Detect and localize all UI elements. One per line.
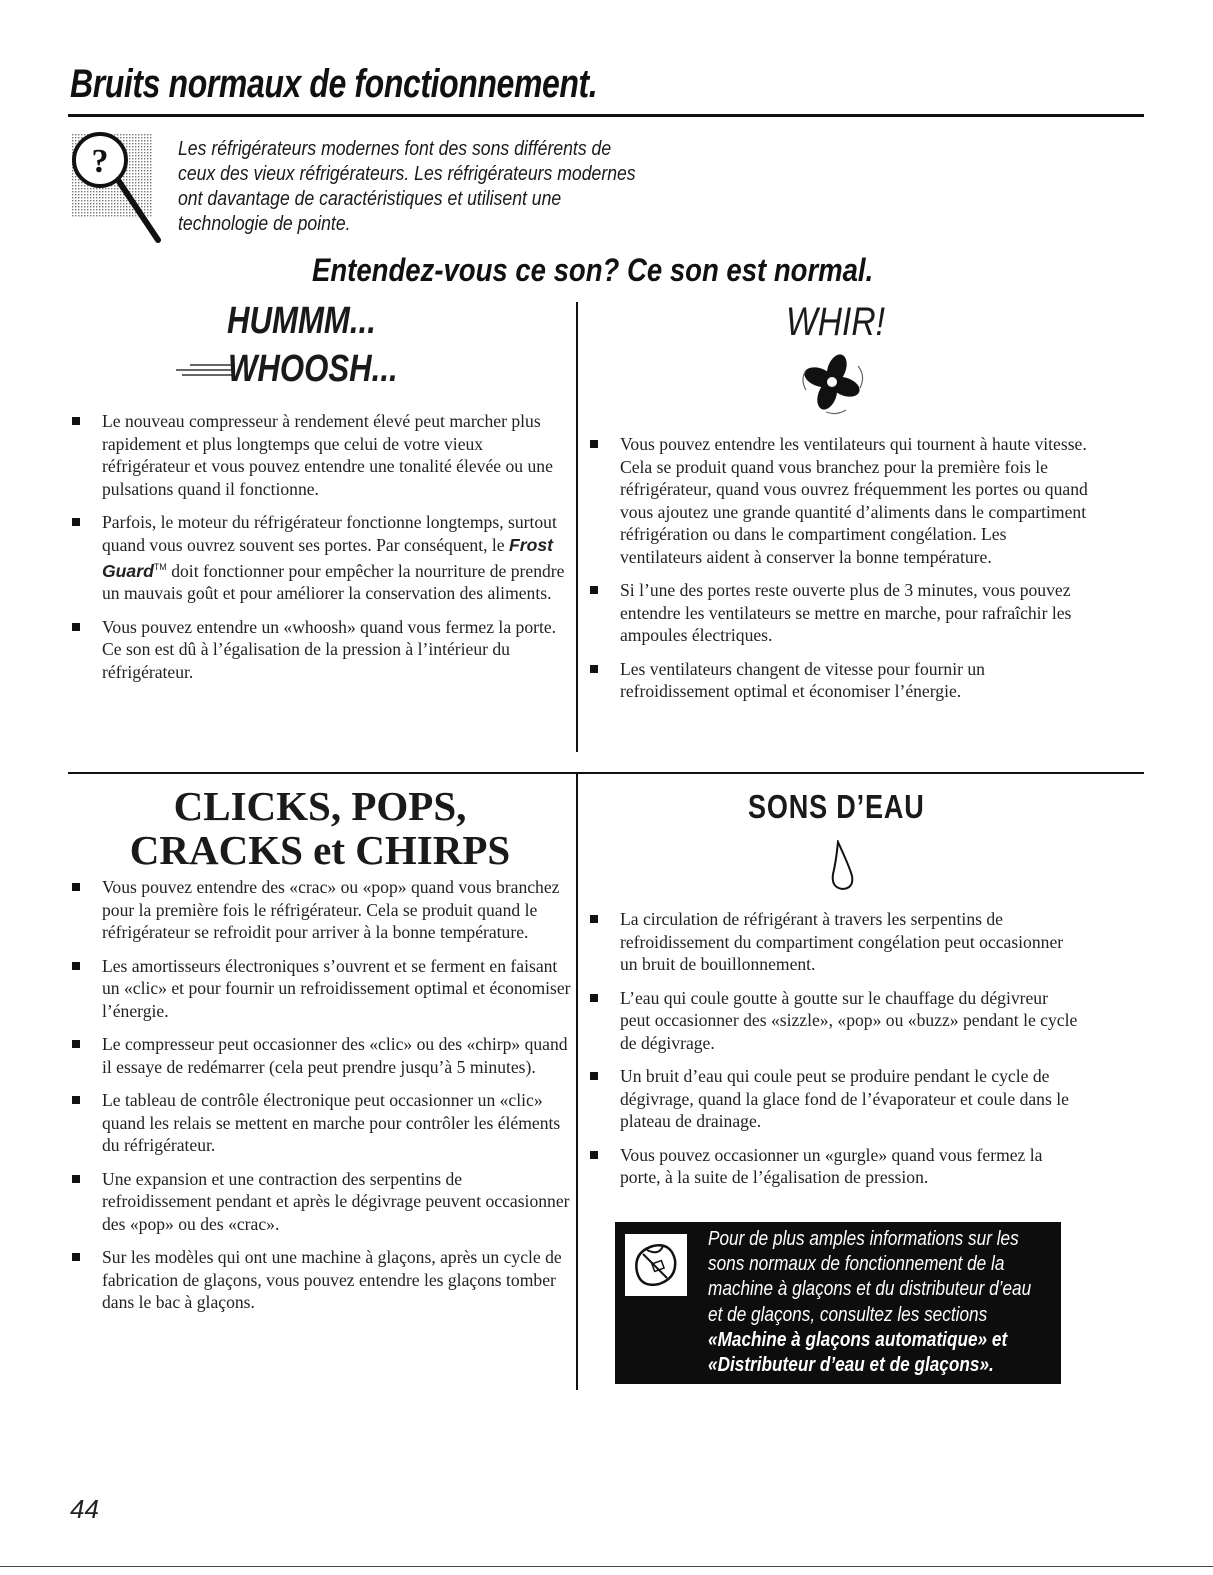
intro-line: ont davantage de caractéristiques et utilisent une (178, 187, 562, 210)
water-drop-icon (830, 840, 856, 892)
intro-line: Les réfrigérateurs modernes font des sons différents de (178, 137, 612, 160)
info-box-text (708, 1227, 1031, 1378)
row-divider (68, 772, 1144, 774)
info-line: Pour de plus amples informations sur les (708, 1228, 1019, 1250)
water-bullet-list (588, 908, 1078, 1200)
trademark-mark: TM (153, 562, 167, 572)
hummm-bullet-list (70, 410, 570, 694)
list-item: Les amortisseurs électroniques s’ouvrent et se ferment en faisant un «clic» et pour fournir un refroidissement optimal et économiser l’énergie. (70, 955, 575, 1023)
clicks-heading-line: CLICKS, POPS, (173, 783, 467, 829)
list-item: Vous pouvez entendre des «crac» ou «pop» quand vous branchez pour la première fois le réfrigérateur. Cela se produit quand le réfrigérateur se refroidit pour arriver à la bonne température. (70, 876, 575, 944)
list-item: Sur les modèles qui ont une machine à glaçons, après un cycle de fabrication de glaçons, vous pouvez entendre les glaçons tomber dans le bac à glaçons. (70, 1246, 575, 1314)
svg-text:?: ? (91, 143, 109, 180)
hummm-heading: HUMMM... (227, 300, 376, 342)
list-item: Le compresseur peut occasionner des «clic» ou des «chirp» quand il essaye de redémarrer (cela peut prendre jusqu’à 5 minutes). (70, 1033, 575, 1078)
list-item: Une expansion et une contraction des serpentins de refroidissement pendant et après le dégivrage peuvent occasionner des «pop» ou des «crac». (70, 1168, 575, 1236)
list-item: Le tableau de contrôle électronique peut occasionner un «clic» quand les relais se mettent en marche pour contrôler les éléments du réfrigérateur. (70, 1089, 575, 1157)
question-magnifier-icon (72, 128, 168, 246)
bullet-text: doit fonctionner pour empêcher la nourriture de prendre un mauvais goût et pour améliorer la conservation des aliments. (102, 560, 565, 604)
clicks-bullet-list (70, 876, 575, 1325)
intro-line: technologie de pointe. (178, 212, 351, 235)
whoosh-heading: WHOOSH... (228, 348, 398, 390)
frost-guard-brand: Frost Guard (102, 534, 553, 581)
page-number: 44 (70, 1494, 99, 1524)
info-line: sons normaux de fonctionnement de la (708, 1253, 1005, 1276)
title-divider (68, 114, 1144, 117)
list-item: Vous pouvez occasionner un «gurgle» quand vous fermez la porte, à la suite de l’égalisation de pression. (588, 1144, 1078, 1189)
list-item (70, 511, 570, 605)
clicks-heading (100, 784, 540, 872)
info-line: machine à glaçons et du distributeur d’eau (708, 1278, 1032, 1301)
intro-line: ceux des vieux réfrigérateurs. Les réfrigérateurs modernes (178, 162, 636, 185)
intro-text (178, 136, 660, 236)
list-item: L’eau qui coule goutte à goutte sur le chauffage du dégivreur peut occasionner des «sizzle», «pop» ou «buzz» pendant le cycle de dégivrage. (588, 987, 1078, 1055)
list-item: Le nouveau compresseur à rendement élevé peut marcher plus rapidement et plus longtemps que celui de votre vieux réfrigérateur et vous pouvez entendre une tonalité élevée ou une pulsations quand il fonctionne. (70, 410, 570, 500)
list-item: Un bruit d’eau qui coule peut se produire pendant le cycle de dégivrage, quand la glace fond de l’évaporateur et coule dans le plateau de drainage. (588, 1065, 1078, 1133)
section-subtitle: Entendez-vous ce son? Ce son est normal. (312, 252, 874, 288)
whir-heading: WHIR! (786, 300, 885, 344)
clicks-heading-line: CRACKS et CHIRPS (129, 827, 511, 873)
whir-bullet-list (588, 433, 1088, 714)
info-line: et de glaçons, consultez les sections (708, 1303, 988, 1326)
whoosh-lines-icon (176, 362, 232, 378)
fan-icon (796, 346, 872, 416)
list-item: Vous pouvez entendre les ventilateurs qui tournent à haute vitesse. Cela se produit quand vous branchez pour la première fois le réfrigérateur, quand vous ouvrez fréquemment les portes ou quand vous ajoutez une grande quantité d’aliments dans le compartiment réfrigération ou dans le compartiment congélation. Les ventilateurs aident à conserver la bonne température. (588, 433, 1088, 568)
water-sounds-heading: SONS D’EAU (748, 788, 925, 825)
list-item: La circulation de réfrigérant à travers les serpentins de refroidissement du compartiment congélation peut occasionner un bruit de bouillonnement. (588, 908, 1078, 976)
list-item: Vous pouvez entendre un «whoosh» quand vous fermez la porte. Ce son est dû à l’égalisation de la pression à l’intérieur du réfrigérateur. (70, 616, 570, 684)
list-item: Si l’une des portes reste ouverte plus de 3 minutes, vous pouvez entendre les ventilateurs se mettre en marche, pour rafraîchir les ampoules électriques. (588, 579, 1088, 647)
column-divider-top (576, 302, 578, 752)
list-item: Les ventilateurs changent de vitesse pour fournir un refroidissement optimal et économiser l’énergie. (588, 658, 1088, 703)
footer-divider (0, 1566, 1213, 1567)
page-title: Bruits normaux de fonctionnement. (70, 62, 598, 106)
info-section-link: «Machine à glaçons automatique» et (708, 1328, 1008, 1351)
column-divider-bottom (576, 772, 578, 1390)
info-section-link: «Distributeur d’eau et de glaçons». (708, 1354, 994, 1377)
bullet-text: Parfois, le moteur du réfrigérateur fonctionne longtemps, surtout quand vous ouvrez souvent ses portes. Par conséquent, le (102, 512, 557, 555)
ice-maker-icon (623, 1232, 689, 1298)
